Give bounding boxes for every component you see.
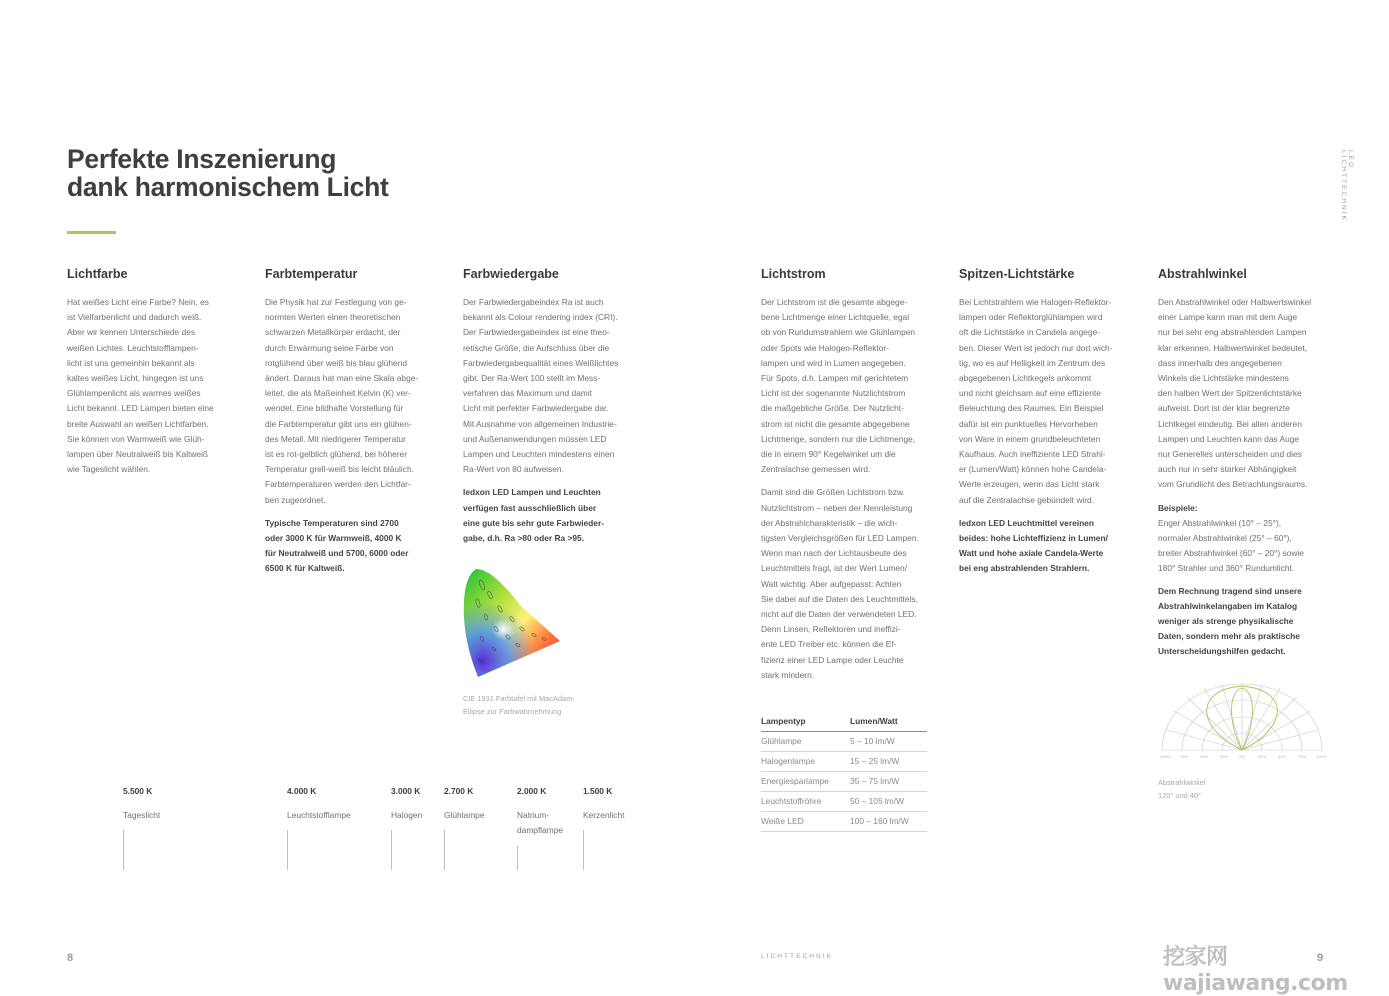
text-line: Der Lichtstrom ist die gesamte abgege- [761,297,908,307]
text-line: Beleuchtung des Raumes. Ein Beispiel [959,403,1104,414]
text-line: lampen oder Reflektorglühlampen wird [959,312,1103,323]
text-line: beides: hohe Lichteffizienz in Lumen/ [959,533,1108,544]
text-line: strom ist nicht die gesamte abgegebene [761,418,910,429]
column-lichtfarbe [67,266,234,485]
text-line: Ra-Wert von 80 aufweisen. [463,464,564,475]
text-line: Kaufhaus. Auch ineffiziente LED Strahl- [959,449,1106,460]
text-line: durch Erwärmung seine Farbe von [265,342,394,353]
text-line: schwarzen Metallkörper erdacht, der [265,327,401,338]
text-line: nicht auf die Daten der verwendeten LED. [761,609,917,620]
body-lichtstrom-2 [761,485,928,683]
text-line: Daten, sondern mehr als praktische [1158,631,1300,642]
text-line: und Außenanwendungen müssen LED [463,433,607,444]
text-line: von Ware in einem grundbeleuchteten [959,433,1101,444]
body-lichtfarbe [67,295,234,477]
table-cell: Halogenlampe [761,752,850,772]
caption-line: Ellipse zur Farbwahrnehmung [463,707,562,716]
page-number-left: 8 [67,952,74,964]
table-cell: 100 – 160 lm/W [850,812,927,832]
text-line: ben. Dieser Wert ist jedoch nur dort wich- [959,342,1113,353]
highlight-farbwiedergabe [463,485,630,546]
text-line: nur bei sehr eng abstrahlenden Lampen [1158,327,1307,338]
text-line: Bei Lichtstrahlern wie Halogen-Reflektor- [959,297,1112,307]
text-line: Farbtemperaturen werden den Lichtfar- [265,479,411,490]
text-line: für Neutralweiß und 5700, 6000 oder [265,548,409,559]
body-lichtstrom-1 [761,295,928,477]
highlight-spitzen-lichtstaerke [959,516,1126,577]
polar-label: 100% [1316,754,1327,759]
temperature-value: 2.000 K [517,786,547,796]
text-line: breiter Abstrahlwinkel (60° – 20°) sowie [1158,548,1304,559]
table-row [761,812,927,832]
text-line: Der Farbwiedergabeindex Ra ist auch [463,297,604,307]
text-line: klar erkennen. Halbwertwinkel bedeutet, [1158,342,1307,353]
table-row [761,732,927,752]
text-line: dass innerhalb des angegebenen [1158,357,1282,368]
text-line: Dem Rechnung tragend sind unsere [1158,585,1302,596]
text-line: verfahren das Maximum und damit [463,388,592,399]
text-line: normten Werten einen theoretischen [265,312,401,323]
accent-rule [67,231,116,234]
caption-line: CIE 1931 Farbtafel mit MacAdam- [463,694,575,703]
temperature-value: 5.500 K [123,786,153,796]
temperature-tick [287,830,288,870]
text-line: bene Lichtmenge einer Lichtquelle, egal [761,312,910,323]
heading-abstrahlwinkel: Abstrahlwinkel [1158,267,1247,281]
text-line: Lampen und Leuchten mindestens einen [463,449,615,460]
text-line: verfügen fast ausschließlich über [463,502,597,513]
text-line: des Metall. Mit niedrigerer Temperatur [265,433,406,444]
body-abstrahlwinkel [1158,295,1325,493]
heading-spitzen-lichtstaerke: Spitzen-Lichtstärke [959,267,1075,281]
text-line: den halben Wert der Spitzenlichtstärke [1158,388,1302,399]
temperature-label: Tageslicht [123,810,161,820]
beam-angle-caption [1158,776,1206,802]
text-line: Sie können von Warmweiß wie Glüh- [67,433,205,444]
table-cell: Energiesparlampe [761,772,850,792]
temperature-label: Leuchtstofflampe [287,810,351,820]
text-line: ben zugeordnet. [265,494,326,505]
text-line: kaltes weißes Licht, hingegen ist uns [67,373,204,384]
temperature-label-line: dampflampe [517,825,564,835]
heading-lichtstrom: Lichtstrom [761,267,826,281]
examples-label: Beispiele: [1158,502,1198,513]
text-line: auch nur in sehr starker Abhängigkeit [1158,464,1297,475]
body-farbtemperatur [265,295,432,508]
table-cell: Weiße LED [761,812,850,832]
text-line: Licht mit perfekter Farbwiedergabe dar. [463,403,609,414]
polar-label: 50% [1278,754,1287,759]
temperature-marker-natriumdampflampe [517,786,563,838]
temperature-marker-leuchtstofflampe [287,786,351,823]
text-line: oder 3000 K für Warmweiß, 4000 K [265,533,402,544]
temperature-value: 4.000 K [287,786,317,796]
text-line: ist es rot-gelblich glühend, bei höherer [265,449,407,460]
text-line: oder Spots wie Halogen-Reflektor- [761,342,890,353]
text-line: Damit sind die Größen Lichtstrom bzw. [761,487,905,498]
side-section-label: LED LICHTTECHNIK [1340,150,1354,222]
text-line: 180° Strahler und 360° Rundumlicht. [1158,563,1295,574]
temperature-label [517,808,563,838]
text-line: weniger als strenge physikalische [1158,616,1294,627]
text-line: Werte erzeugen, wenn das Licht stark [959,479,1100,490]
text-line: ledxon LED Leuchtmittel vereinen [959,517,1094,528]
temperature-label: Glühlampe [444,810,485,820]
temperature-label-line: Natrium- [517,810,550,820]
polar-label: 75% [1298,754,1307,759]
text-line: Sie dabei auf die Daten des Leuchtmittels, [761,593,918,604]
text-line: dafür ist ein punktuelles Hervorheben [959,418,1098,429]
temperature-label: Halogen [391,810,423,820]
table-cell: 15 – 25 lm/W [850,752,927,772]
polar-grid [1162,684,1322,750]
text-line: retische Größe, die Aufschluss über die [463,342,610,353]
text-line: licht ist uns gemeinhin bekannt als [67,357,195,368]
heading-farbtemperatur: Farbtemperatur [265,267,358,281]
text-line: stark mindern. [761,669,815,680]
temperature-marker-gluehlampe [444,786,485,823]
temperature-tick [391,830,392,870]
text-line: nur Generelles unterscheiden und dies [1158,449,1302,460]
polar-label: 25% [1220,754,1229,759]
text-line: und nicht gleichsam auf eine effiziente [959,388,1101,399]
footer-section-label: LICHTTECHNIK [761,953,833,960]
text-line: ledxon LED Lampen und Leuchten [463,487,601,498]
text-line: Der Farbwiedergabeindex ist eine theo- [463,327,610,338]
polar-label: 100% [1160,754,1171,759]
table-cell: 50 – 105 lm/W [850,792,927,812]
temperature-value: 1.500 K [583,786,613,796]
body-spitzen-lichtstaerke [959,295,1126,508]
text-line: 6500 K für Kaltweiß. [265,563,345,574]
page-title-line-2: dank harmonischem Licht [67,172,389,202]
text-line: Denn Linsen, Reflektoren und ineffizi- [761,624,901,635]
watermark: 挖家网 wajiawang.com [1163,945,1348,996]
polar-label: 0% [1239,754,1245,759]
text-line: wie Tageslicht wählen. [67,464,151,475]
text-line: ente LED Treiber etc. können die Ef- [761,639,897,650]
text-line: ist Vielfarbenlicht und dadurch weiß. [67,312,202,323]
text-line: auf die Zentralachse gebündelt wird. [959,494,1095,505]
cie-white-point [482,605,530,649]
temperature-marker-halogen [391,786,422,823]
page-number-right: 9 [1317,952,1324,964]
text-line: weißen Lichtes. Leuchtstofflampen- [67,342,199,353]
text-line: ändert. Daraus hat man eine Skala abge- [265,373,419,384]
text-line: abgegebenen Lichtkegels ankommt [959,373,1092,384]
polar-axis-labels [1160,754,1327,759]
column-farbtemperatur [265,266,432,585]
temperature-tick [444,830,445,870]
table-row [761,792,927,812]
text-line: Watt wichtig. Aber aufgepasst: Achten [761,578,902,589]
text-line: fizienz einer LED Lampe oder Leuchte [761,654,904,665]
heading-farbwiedergabe: Farbwiedergabe [463,267,559,281]
text-line: Leuchtmittels fragt, ist der Wert Lumen/ [761,563,908,574]
cie-1931-diagram [460,565,564,681]
text-line: Den Abstrahlwinkel oder Halbwertswinkel [1158,297,1312,307]
temperature-value: 2.700 K [444,786,474,796]
highlight-abstrahlwinkel [1158,584,1325,660]
text-line: Mit Ausnahme von allgemeinen Industrie- [463,418,617,429]
text-line: Zentralachse gemessen wird. [761,464,871,475]
table-header-row [761,712,927,732]
temperature-marker-kerzenlicht [583,786,624,823]
temperature-value: 3.000 K [391,786,421,796]
text-line: bekannt als Colour rendering index (CRI). [463,312,618,323]
text-line: Temperatur grell-weiß bis leicht bläulich. [265,464,414,475]
table-row [761,752,927,772]
text-line: Enger Abstrahlwinkel (10° – 25°), [1158,517,1282,528]
text-line: die Farbtemperatur gibt uns ein glühen- [265,418,412,429]
text-line: der Abstrahlcharakteristik – die wich- [761,517,898,528]
text-line: Hat weißes Licht eine Farbe? Nein, es [67,297,209,307]
cie-caption [463,692,575,718]
temperature-tick [123,830,124,870]
text-line: leitet, die als Maßeinheit Kelvin (K) ver- [265,388,411,399]
text-line: ob von Rundumstrahlern wie Glühlampen [761,327,916,338]
page-title-line-1: Perfekte Inszenierung [67,144,337,174]
text-line: Nutzlichtstrom – neben der Nennleistung [761,502,913,513]
text-line: Die Physik hat zur Festlegung von ge- [265,297,407,307]
table-row [761,772,927,792]
text-line: Glühlampenlicht als warmes weißes [67,388,201,399]
temperature-tick [583,830,584,870]
text-line: Farbwiedergabequalität eines Weißlichtes [463,357,619,368]
text-line: rotglühend über weiß bis blau glühend [265,357,408,368]
temperature-tick [517,846,518,870]
text-line: tig, wo es auf Helligkeit im Zentrum des [959,357,1106,368]
text-line: gabe, d.h. Ra >80 oder Ra >95. [463,533,585,544]
beam-angle-polar-diagram [1156,678,1328,764]
lumen-watt-table [761,712,927,832]
text-line: Unterscheidungshilfen gedacht. [1158,646,1286,657]
text-line: eine gute bis sehr gute Farbwieder- [463,517,605,528]
temperature-label: Kerzenlicht [583,810,625,820]
column-spitzen-lichtstaerke [959,266,1126,585]
table-cell: 35 – 75 lm/W [850,772,927,792]
text-line: bei eng abstrahlenden Strahlern. [959,563,1090,574]
text-line: lampen über Neutralweiß bis Kaltweiß [67,449,209,460]
text-line: Winkels die Lichtstärke mindestens [1158,373,1289,384]
text-line: Für Spots, d.h. Lampen mit gerichtetem [761,373,909,384]
temperature-marker-tageslicht [123,786,160,823]
caption-line: Abstrahlwinkel [1158,778,1206,787]
polar-label: 75% [1180,754,1189,759]
text-line: tigsten Vergleichsgrößen für LED Lampen. [761,533,919,544]
text-line: einer Lampe kann man mit dem Auge [1158,312,1298,323]
text-line: Watt und hohe axiale Candela-Werte [959,548,1104,559]
text-line: Licht ist der sogenannte Nutzlichtstrom [761,388,906,399]
text-line: die in einem 90° Kegelwinkel um die [761,449,896,460]
examples-abstrahlwinkel [1158,501,1325,577]
text-line: Wenn man nach der Lichtausbeute des [761,548,907,559]
column-farbwiedergabe [463,266,630,554]
text-line: Lampen und Leuchten kann das Auge [1158,433,1300,444]
polar-label: 50% [1200,754,1209,759]
text-line: er (Lumen/Watt) können hohe Candela- [959,464,1107,475]
text-line: Licht bekannt. LED Lampen bieten eine [67,403,214,414]
text-line: Aber wir kennen Unterschiede des [67,327,196,338]
caption-line: 120° und 40° [1158,791,1201,800]
column-abstrahlwinkel [1158,266,1325,668]
body-farbwiedergabe [463,295,630,477]
column-lichtstrom [761,266,928,691]
text-line: aufweist. Dort ist der klar begrenzte [1158,403,1290,414]
text-line: vom Grundlicht des Betrachtungsraums. [1158,479,1308,490]
table-header-lampentyp: Lampentyp [761,712,850,732]
text-line: normaler Abstrahlwinkel (25° – 60°), [1158,533,1292,544]
table-cell: Glühlampe [761,732,850,752]
text-line: Typische Temperaturen sind 2700 [265,517,399,528]
table-cell: Leuchtstoffröhre [761,792,850,812]
text-line: Lichtkegel eindeutig. Bei allen anderen [1158,418,1302,429]
text-line: Abstrahlwinkelangaben im Katalog [1158,600,1298,611]
text-line: wendet. Eine bildhafte Vorstellung für [265,403,404,414]
text-line: gibt. Der Ra-Wert 100 stellt im Mess- [463,373,601,384]
text-line: lampen und wird in Lumen angegeben. [761,357,906,368]
table-cell: 5 – 10 lm/W [850,732,927,752]
polar-label: 25% [1258,754,1267,759]
text-line: Lichtmenge, sondern nur die Lichtmenge, [761,433,916,444]
highlight-farbtemperatur [265,516,432,577]
text-line: oft die Lichtstärke in Candela angege- [959,327,1101,338]
text-line: die maßgebliche Größe. Der Nutzlicht- [761,403,904,414]
table-header-lumen-watt: Lumen/Watt [850,712,927,732]
heading-lichtfarbe: Lichtfarbe [67,267,128,281]
text-line: breite Auswahl an weißen Lichtfarben. [67,418,209,429]
page-title [67,145,388,201]
